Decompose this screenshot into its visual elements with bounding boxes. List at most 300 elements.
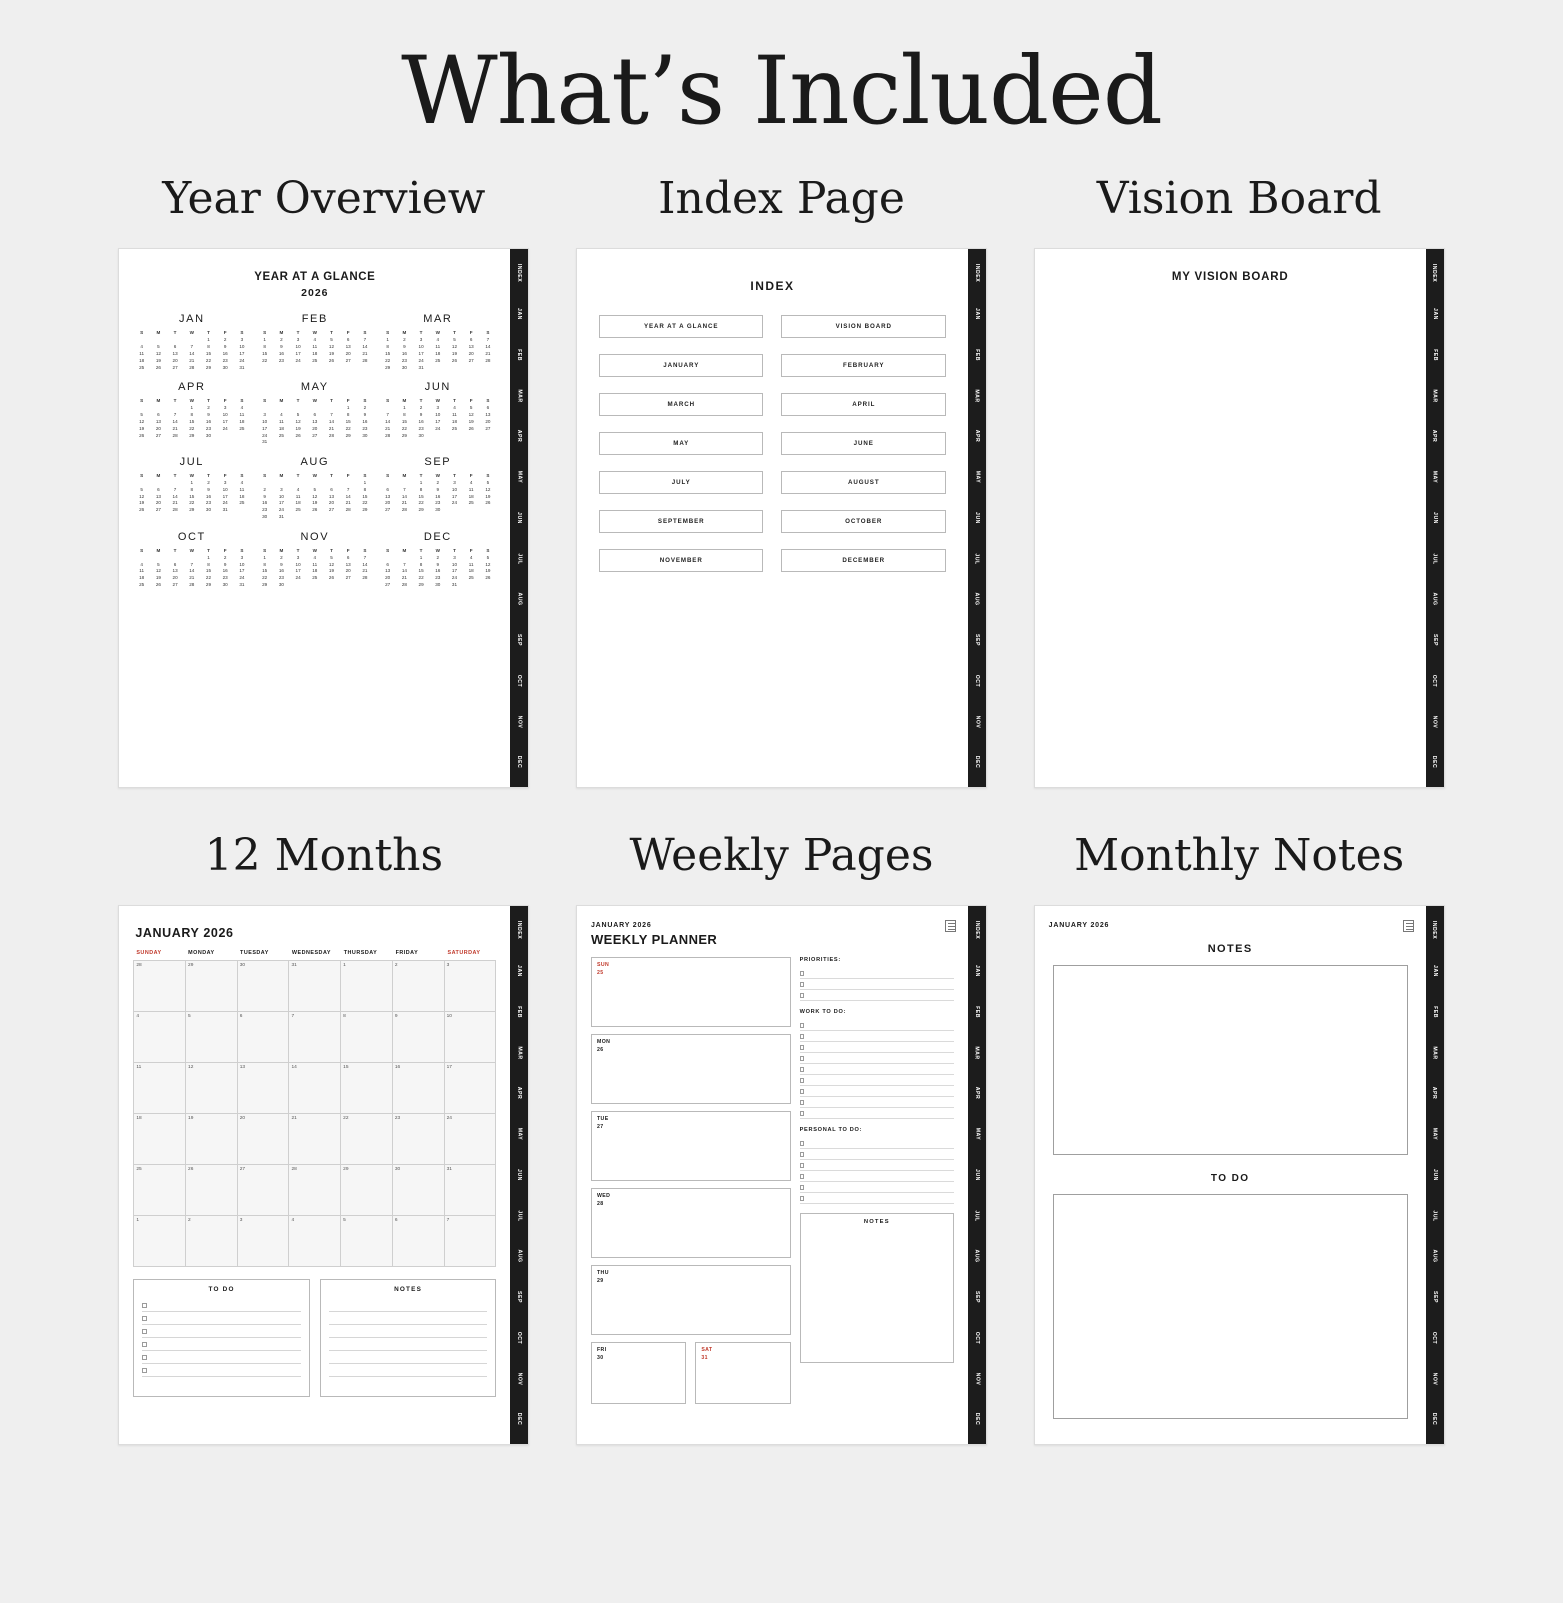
work-todo-line[interactable]: [800, 1020, 954, 1031]
calendar-day[interactable]: 30: [238, 961, 290, 1012]
checkbox-icon[interactable]: [142, 1316, 147, 1321]
mini-day: 28: [401, 581, 407, 587]
work-todo-line[interactable]: [800, 1064, 954, 1075]
index-link-june[interactable]: JUNE: [781, 432, 946, 455]
checkbox-icon[interactable]: [800, 1141, 805, 1146]
tab-apr[interactable]: [968, 416, 986, 457]
tab-aug[interactable]: [968, 580, 986, 621]
calendar-day[interactable]: 20: [238, 1114, 290, 1165]
tab-dec[interactable]: [1426, 743, 1444, 784]
mini-day: [133, 337, 150, 344]
checkbox-icon[interactable]: [800, 1100, 805, 1105]
tab-feb[interactable]: [510, 992, 528, 1033]
tab-may[interactable]: [968, 1114, 986, 1155]
mini-day: [306, 439, 323, 446]
tab-jun[interactable]: [510, 1155, 528, 1196]
calendar-day[interactable]: 23: [393, 1114, 445, 1165]
checkbox-icon[interactable]: [800, 1163, 805, 1168]
index-link-september[interactable]: SEPTEMBER: [599, 510, 764, 533]
sheet-vision-board[interactable]: [1034, 248, 1445, 788]
tab-may[interactable]: [510, 1114, 528, 1155]
mini-weekday: T: [453, 472, 456, 478]
mini-day: 28: [189, 581, 195, 587]
mini-calendar[interactable]: [256, 456, 373, 521]
day-block-thu[interactable]: [591, 1265, 791, 1335]
tab-apr[interactable]: [1426, 416, 1444, 457]
checkbox-icon[interactable]: [800, 1023, 805, 1028]
index-link-february[interactable]: FEBRUARY: [781, 354, 946, 377]
work-todo-line[interactable]: [800, 1086, 954, 1097]
todo-line[interactable]: [142, 1325, 301, 1338]
checkbox-icon[interactable]: [800, 971, 805, 976]
mini-weekday: S: [486, 398, 490, 404]
tab-apr[interactable]: [510, 416, 528, 457]
tab-may[interactable]: [1426, 457, 1444, 498]
calendar-day[interactable]: 29: [186, 961, 238, 1012]
checkbox-icon[interactable]: [800, 1056, 805, 1061]
tab-nov[interactable]: [510, 1359, 528, 1400]
index-link-vision-board[interactable]: VISION BOARD: [781, 315, 946, 338]
index-link-april[interactable]: APRIL: [781, 393, 946, 416]
tab-label: APR: [1431, 1087, 1438, 1100]
tab-jun[interactable]: [968, 1155, 986, 1196]
tab-label: OCT: [1431, 674, 1438, 688]
work-lines[interactable]: [800, 1020, 954, 1119]
checkbox-icon[interactable]: [800, 1089, 805, 1094]
calendar-day[interactable]: 2: [186, 1216, 238, 1267]
calendar-day[interactable]: 6: [393, 1216, 445, 1267]
tab-oct[interactable]: [968, 661, 986, 702]
mini-calendar-month: AUG: [300, 455, 330, 468]
work-todo-line[interactable]: [800, 1097, 954, 1108]
tab-feb[interactable]: [510, 335, 528, 376]
notes-line[interactable]: [329, 1299, 488, 1312]
tab-nov[interactable]: [968, 1359, 986, 1400]
calendar-day[interactable]: 3: [238, 1216, 290, 1267]
work-todo-line[interactable]: [800, 1075, 954, 1086]
weekly-notes-box[interactable]: [800, 1213, 954, 1363]
tab-jun[interactable]: [1426, 1155, 1444, 1196]
tab-oct[interactable]: [510, 1318, 528, 1359]
mini-day: 16: [418, 418, 424, 424]
tab-label: DEC: [1431, 756, 1438, 769]
mini-day: [150, 337, 167, 344]
todo-line[interactable]: [142, 1351, 301, 1364]
mini-day: 30: [401, 364, 407, 370]
personal-todo-line[interactable]: [800, 1160, 954, 1171]
mini-day: 5: [140, 486, 143, 492]
todo-line[interactable]: [142, 1364, 301, 1377]
mini-day: [463, 432, 480, 439]
tab-jun[interactable]: [1426, 498, 1444, 539]
calendar-day[interactable]: 5: [186, 1012, 238, 1063]
mini-day: [306, 582, 323, 589]
mini-day: 6: [346, 337, 350, 343]
tab-label: AUG: [1431, 1249, 1438, 1263]
tab-sep[interactable]: [968, 620, 986, 661]
tab-index[interactable]: [968, 910, 986, 951]
index-link-july[interactable]: JULY: [599, 471, 764, 494]
tab-aug[interactable]: [1426, 1237, 1444, 1278]
calendar-day[interactable]: 13: [238, 1063, 290, 1114]
tab-dec[interactable]: [510, 743, 528, 784]
tab-jan[interactable]: [510, 294, 528, 335]
priorities-lines[interactable]: [800, 968, 954, 1001]
work-todo-line[interactable]: [800, 1108, 954, 1119]
checkbox-icon[interactable]: [800, 993, 805, 998]
mini-weekday: T: [296, 472, 300, 478]
index-link-january[interactable]: JANUARY: [599, 354, 764, 377]
tab-jan[interactable]: [968, 294, 986, 335]
notes-line[interactable]: [329, 1351, 488, 1364]
tab-index[interactable]: [510, 910, 528, 951]
calendar-day[interactable]: 21: [289, 1114, 341, 1165]
mini-day: 11: [295, 493, 301, 499]
checkbox-icon[interactable]: [142, 1303, 147, 1308]
note-icon[interactable]: [945, 920, 956, 932]
tab-mar[interactable]: [1426, 1033, 1444, 1074]
day-block-fri[interactable]: [591, 1342, 686, 1404]
tab-may[interactable]: [1426, 1114, 1444, 1155]
mini-day: 14: [345, 493, 351, 499]
priority-line[interactable]: [800, 990, 954, 1001]
calendar-day[interactable]: 14: [289, 1063, 341, 1114]
mini-day: 30: [262, 513, 268, 519]
tab-strip[interactable]: [968, 249, 986, 787]
mini-weekday: M: [156, 472, 161, 478]
tab-sep[interactable]: [510, 620, 528, 661]
mini-weekday: F: [469, 472, 473, 478]
mini-day: 4: [469, 554, 473, 560]
personal-lines[interactable]: [800, 1138, 954, 1204]
notes-area[interactable]: [1053, 965, 1408, 1155]
todo-line[interactable]: [142, 1312, 301, 1325]
tab-sep[interactable]: [510, 1277, 528, 1318]
weekly-title: WEEKLY PLANNER: [590, 932, 718, 948]
mini-day: 13: [328, 493, 335, 499]
mini-day: [273, 439, 290, 446]
day-block-mon[interactable]: [591, 1034, 791, 1104]
index-link-november[interactable]: NOVEMBER: [599, 549, 764, 572]
tab-oct[interactable]: [510, 661, 528, 702]
calendar-day[interactable]: 24: [445, 1114, 497, 1165]
work-todo-line[interactable]: [800, 1031, 954, 1042]
calendar-day[interactable]: 30: [393, 1165, 445, 1216]
mini-weekday: T: [419, 330, 423, 336]
tab-aug[interactable]: [510, 580, 528, 621]
day-block-tue[interactable]: [591, 1111, 791, 1181]
checkbox-icon[interactable]: [800, 1111, 805, 1116]
checkbox-icon[interactable]: [800, 1196, 805, 1201]
mini-day: 13: [172, 568, 178, 574]
mini-calendar[interactable]: [379, 531, 496, 589]
mini-calendar[interactable]: [379, 313, 496, 371]
mini-day: [480, 582, 497, 589]
priority-line[interactable]: [800, 968, 954, 979]
tab-feb[interactable]: [1426, 335, 1444, 376]
personal-todo-line[interactable]: [800, 1149, 954, 1160]
checkbox-icon[interactable]: [142, 1368, 147, 1373]
tab-strip[interactable]: [968, 906, 986, 1444]
mini-day: 28: [189, 364, 195, 370]
calendar-day[interactable]: 26: [186, 1165, 238, 1216]
calendar-day[interactable]: 17: [445, 1063, 497, 1114]
calendar-day[interactable]: 11: [134, 1063, 186, 1114]
calendar-day[interactable]: 12: [186, 1063, 238, 1114]
tab-mar[interactable]: [968, 1033, 986, 1074]
sheet-weekly[interactable]: [576, 905, 987, 1445]
sheet-index-page[interactable]: [576, 248, 987, 788]
personal-todo-line[interactable]: [800, 1182, 954, 1193]
tab-jul[interactable]: [1426, 539, 1444, 580]
mini-calendar[interactable]: [133, 313, 250, 371]
calendar-day[interactable]: 5: [341, 1216, 393, 1267]
calendar-day[interactable]: 18: [134, 1114, 186, 1165]
tab-jul[interactable]: [510, 1196, 528, 1237]
tab-label: JUL: [516, 1209, 523, 1222]
calendar-day[interactable]: 2: [393, 961, 445, 1012]
mini-calendar[interactable]: [133, 381, 250, 446]
mini-day: 27: [468, 357, 474, 363]
personal-todo-line[interactable]: [800, 1193, 954, 1204]
mini-day: 4: [313, 554, 317, 560]
mini-day: 13: [385, 568, 391, 574]
calendar-day[interactable]: 15: [341, 1063, 393, 1114]
mini-day: 13: [312, 418, 318, 424]
mini-day: 16: [262, 500, 268, 506]
index-link-october[interactable]: OCTOBER: [781, 510, 946, 533]
notes-line[interactable]: [329, 1364, 488, 1377]
day-number: 25: [596, 970, 604, 977]
tab-sep[interactable]: [968, 1277, 986, 1318]
tab-strip[interactable]: [1426, 906, 1444, 1444]
calendar-day[interactable]: 9: [393, 1012, 445, 1063]
tab-feb[interactable]: [968, 992, 986, 1033]
mini-day: 6: [330, 486, 333, 492]
sheet-notes[interactable]: [1034, 905, 1445, 1445]
mini-calendar[interactable]: [379, 381, 496, 446]
tab-label: JUL: [973, 552, 980, 565]
calendar-day[interactable]: 3: [445, 961, 497, 1012]
tab-apr[interactable]: [1426, 1073, 1444, 1114]
mini-day: 4: [280, 412, 283, 418]
tab-feb[interactable]: [968, 335, 986, 376]
notes-line[interactable]: [329, 1325, 488, 1338]
tab-mar[interactable]: [510, 376, 528, 417]
tab-strip[interactable]: [510, 249, 528, 787]
tab-dec[interactable]: [968, 1400, 986, 1441]
tab-jun[interactable]: [968, 498, 986, 539]
mini-day: 2: [223, 554, 227, 560]
mini-calendar[interactable]: [256, 313, 373, 371]
day-block-wed[interactable]: [591, 1188, 791, 1258]
calendar-day[interactable]: 6: [238, 1012, 290, 1063]
tab-jan[interactable]: [510, 951, 528, 992]
tab-may[interactable]: [968, 457, 986, 498]
checkbox-icon[interactable]: [142, 1329, 147, 1334]
index-link-december[interactable]: DECEMBER: [781, 549, 946, 572]
calendar-day[interactable]: 1: [134, 1216, 186, 1267]
checkbox-icon[interactable]: [800, 1152, 805, 1157]
mini-day: 18: [468, 568, 474, 574]
tab-jul[interactable]: [968, 1196, 986, 1237]
mini-weekday: S: [386, 472, 390, 478]
mini-calendar[interactable]: [256, 531, 373, 589]
calendar-day[interactable]: 25: [134, 1165, 186, 1216]
tab-may[interactable]: [510, 457, 528, 498]
mini-calendar-month: OCT: [177, 530, 206, 543]
personal-todo-line[interactable]: [800, 1171, 954, 1182]
tab-jun[interactable]: [510, 498, 528, 539]
mini-day: 3: [296, 337, 300, 343]
tab-aug[interactable]: [510, 1237, 528, 1278]
checkbox-icon[interactable]: [800, 982, 805, 987]
tab-aug[interactable]: [1426, 580, 1444, 621]
tab-apr[interactable]: [510, 1073, 528, 1114]
mini-day: 4: [313, 337, 317, 343]
notes-box[interactable]: [320, 1279, 497, 1397]
calendar-day[interactable]: 28: [134, 961, 186, 1012]
tab-aug[interactable]: [968, 1237, 986, 1278]
personal-todo-line[interactable]: [800, 1138, 954, 1149]
notes-line[interactable]: [329, 1312, 488, 1325]
mini-calendar[interactable]: [379, 456, 496, 521]
calendar-day[interactable]: 7: [445, 1216, 497, 1267]
checkbox-icon[interactable]: [800, 1034, 805, 1039]
work-todo-line[interactable]: [800, 1042, 954, 1053]
tab-jul[interactable]: [510, 539, 528, 580]
tab-index[interactable]: [968, 253, 986, 294]
mini-day: 11: [468, 486, 474, 492]
calendar-day[interactable]: 4: [134, 1012, 186, 1063]
tab-dec[interactable]: [1426, 1400, 1444, 1441]
calendar-day[interactable]: 8: [341, 1012, 393, 1063]
mini-calendar-table: [256, 548, 373, 589]
tab-nov[interactable]: [1426, 702, 1444, 743]
todo-line[interactable]: [142, 1299, 301, 1312]
checkbox-icon[interactable]: [800, 1185, 805, 1190]
tab-jul[interactable]: [968, 539, 986, 580]
checkbox-icon[interactable]: [800, 1078, 805, 1083]
tab-jan[interactable]: [968, 951, 986, 992]
tab-jul[interactable]: [1426, 1196, 1444, 1237]
tab-dec[interactable]: [510, 1400, 528, 1441]
calendar-day[interactable]: 19: [186, 1114, 238, 1165]
calendar-grid[interactable]: [133, 960, 496, 1267]
notes-line[interactable]: [329, 1338, 488, 1351]
mini-day: 26: [312, 507, 318, 513]
calendar-day[interactable]: 31: [289, 961, 341, 1012]
note-icon[interactable]: [1403, 920, 1414, 932]
day-block-sat[interactable]: [695, 1342, 790, 1404]
tab-jan[interactable]: [1426, 294, 1444, 335]
tab-mar[interactable]: [1426, 376, 1444, 417]
tab-mar[interactable]: [510, 1033, 528, 1074]
calendar-day[interactable]: 29: [341, 1165, 393, 1216]
tab-oct[interactable]: [1426, 1318, 1444, 1359]
tab-strip[interactable]: [1426, 249, 1444, 787]
tab-index[interactable]: [510, 253, 528, 294]
tab-dec[interactable]: [968, 743, 986, 784]
index-link-march[interactable]: MARCH: [599, 393, 764, 416]
checkbox-icon[interactable]: [142, 1355, 147, 1360]
mini-day: 25: [468, 500, 474, 506]
mini-day: 20: [155, 500, 161, 506]
mini-calendar-table: [133, 473, 250, 514]
tab-nov[interactable]: [510, 702, 528, 743]
tab-label: AUG: [516, 1249, 523, 1263]
tab-nov[interactable]: [1426, 1359, 1444, 1400]
index-link-august[interactable]: AUGUST: [781, 471, 946, 494]
checkbox-icon[interactable]: [800, 1045, 805, 1050]
tab-strip[interactable]: [510, 906, 528, 1444]
sheet-monthly[interactable]: [118, 905, 529, 1445]
tab-mar[interactable]: [968, 376, 986, 417]
tab-index[interactable]: [1426, 910, 1444, 951]
mini-day: [323, 480, 340, 487]
checkbox-icon[interactable]: [142, 1342, 147, 1347]
mini-day: 12: [139, 418, 145, 424]
todo-box[interactable]: [133, 1279, 310, 1397]
sheet-year-overview[interactable]: [118, 248, 529, 788]
page-title: What’s Included: [401, 37, 1162, 146]
mini-day: 13: [468, 344, 474, 350]
todo-area[interactable]: [1053, 1194, 1408, 1419]
tab-sep[interactable]: [1426, 620, 1444, 661]
calendar-day[interactable]: 27: [238, 1165, 290, 1216]
tab-oct[interactable]: [968, 1318, 986, 1359]
index-link-year-at-a-glance[interactable]: YEAR AT A GLANCE: [599, 315, 764, 338]
todo-line[interactable]: [142, 1338, 301, 1351]
calendar-day[interactable]: 1: [341, 961, 393, 1012]
priority-line[interactable]: [800, 979, 954, 990]
tab-jan[interactable]: [1426, 951, 1444, 992]
tab-label: APR: [973, 430, 980, 443]
tab-nov[interactable]: [968, 702, 986, 743]
calendar-day[interactable]: 4: [289, 1216, 341, 1267]
day-block-sun[interactable]: [591, 957, 791, 1027]
mini-day: [290, 514, 307, 521]
work-todo-line[interactable]: [800, 1053, 954, 1064]
tab-apr[interactable]: [968, 1073, 986, 1114]
calendar-day[interactable]: 31: [445, 1165, 497, 1216]
weekly-sidebar: [800, 957, 954, 1404]
weekday-header: [133, 950, 496, 960]
checkbox-icon[interactable]: [800, 1174, 805, 1179]
mini-calendar[interactable]: [256, 381, 373, 446]
calendar-day[interactable]: 7: [289, 1012, 341, 1063]
mini-day: [429, 365, 446, 372]
tab-index[interactable]: [1426, 253, 1444, 294]
calendar-day[interactable]: 10: [445, 1012, 497, 1063]
tab-oct[interactable]: [1426, 661, 1444, 702]
calendar-day[interactable]: 28: [289, 1165, 341, 1216]
mini-calendar[interactable]: [133, 456, 250, 521]
tab-sep[interactable]: [1426, 1277, 1444, 1318]
day-block-row: [591, 1342, 791, 1404]
mini-day: 8: [263, 561, 266, 567]
checkbox-icon[interactable]: [800, 1067, 805, 1072]
day-number: 28: [596, 1201, 604, 1208]
index-link-may[interactable]: MAY: [599, 432, 764, 455]
calendar-day[interactable]: 22: [341, 1114, 393, 1165]
mini-calendar[interactable]: [133, 531, 250, 589]
tab-label: JUL: [1431, 552, 1438, 565]
section-label: Monthly Notes: [1074, 830, 1405, 882]
mini-weekday: W: [312, 547, 317, 553]
tab-feb[interactable]: [1426, 992, 1444, 1033]
calendar-day[interactable]: 16: [393, 1063, 445, 1114]
